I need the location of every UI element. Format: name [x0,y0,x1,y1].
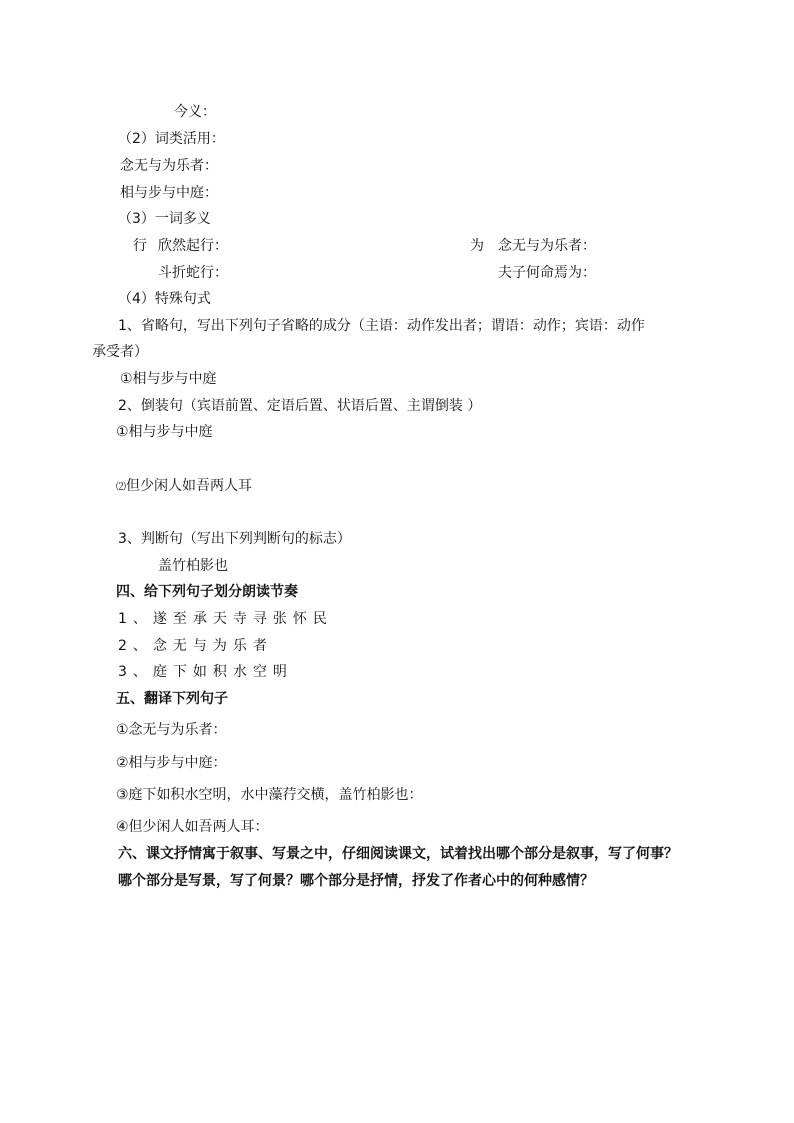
wei-example-2: 夫子何命焉为： [498,265,596,281]
translate-item: ①念无与为乐者： [116,722,227,738]
section-five-heading: 五、翻译下列句子 [116,691,228,707]
example-number: ⑵ [116,482,126,493]
section-six-line: 六、课文抒情寓于叙事、写景之中，仔细阅读课文，试着找出哪个部分是叙事，写了何事？ [118,846,678,862]
ci-lei-item: 相与步与中庭： [120,185,218,201]
shenglue-example: ①相与步与中庭 [120,371,217,387]
xing-char: 行 [133,238,147,254]
section-four-heading: 四、给下列句子划分朗读节奏 [116,584,298,600]
ci-lei-heading: （2）词类活用： [118,131,225,147]
shenglue-instruction-cont: 承受者） [92,344,148,360]
wei-example-1: 念无与为乐者： [498,238,596,254]
daozhuang-example: ①相与步与中庭 [116,424,213,440]
translate-item: ④但少闲人如吾两人耳： [116,819,269,835]
rhythm-sentence: 2、念无与为乐者 [118,638,273,654]
example-text: 但少闲人如吾两人耳 [126,478,252,494]
wei-char: 为 [470,238,484,254]
xing-example-1: 欣然起行： [158,238,228,254]
panduan-example: 盖竹柏影也 [158,558,228,574]
yici-heading: （3）一词多义 [118,211,211,227]
ci-lei-item: 念无与为乐者： [120,158,218,174]
xing-example-2: 斗折蛇行： [158,265,228,281]
daozhuang-heading: 2、倒装句（宾语前置、定语后置、状语后置、主谓倒装 ） [118,398,482,414]
translate-item: ②相与步与中庭： [116,755,227,771]
panduan-heading: 3、判断句（写出下列判断句的标志） [118,531,351,547]
section-six-line: 哪个部分是写景，写了何景？哪个部分是抒情，抒发了作者心中的何种感情？ [118,873,594,889]
jinyi-label: 今义： [174,104,216,120]
rhythm-sentence: 1、遂至承天寺寻张怀民 [118,611,333,627]
daozhuang-example [116,477,252,497]
teshu-heading: （4）特殊句式 [118,291,211,307]
shenglue-instruction: 1、省略句，写出下列句子省略的成分（主语：动作发出者；谓语：动作；宾语：动作 [118,318,645,334]
translate-item: ③庭下如积水空明，水中藻荇交横，盖竹柏影也： [116,787,423,803]
rhythm-sentence: 3、庭下如积水空明 [118,664,293,680]
